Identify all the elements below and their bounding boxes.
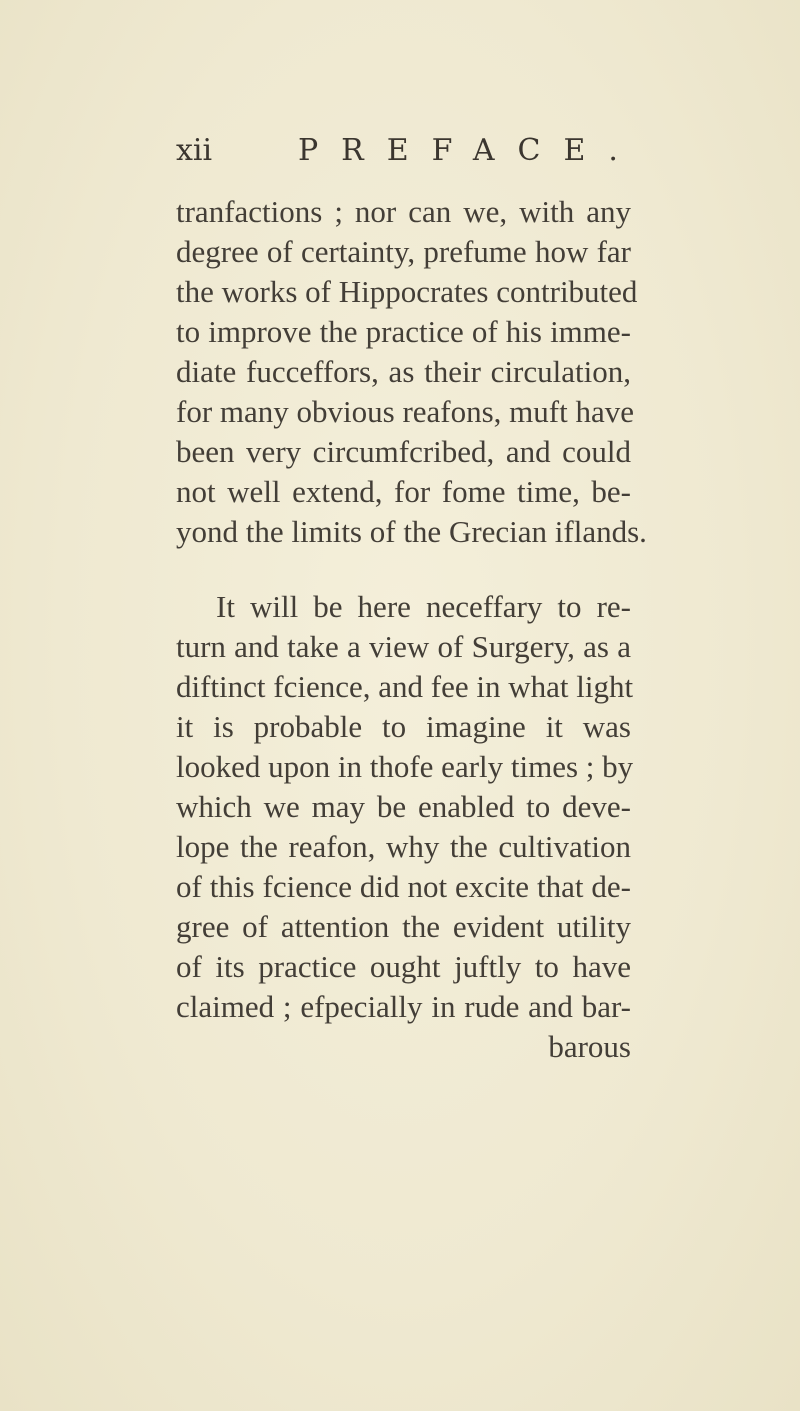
text-line: of its practice ought juftly to have <box>176 949 631 984</box>
catchword: barous <box>548 1029 631 1064</box>
text-line: gree of attention the evident utility <box>176 909 631 944</box>
text-line: degree of certainty, prefume how far <box>176 234 631 269</box>
text-line: which we may be enabled to deve- <box>176 789 631 824</box>
text-line: lope the reafon, why the cultivation <box>176 829 631 864</box>
text-line: diftinct fcience, and fee in what light <box>176 669 634 704</box>
text-line: looked upon in thofe early times ; by <box>176 749 634 784</box>
text-line: tranfactions ; nor can we, with any <box>176 194 631 229</box>
body-text <box>176 192 647 1067</box>
page-number: xii <box>176 133 213 168</box>
text-line: the works of Hippocrates contributed <box>176 274 638 309</box>
text-line: diate fucceffors, as their circulation, <box>176 354 631 389</box>
text-line: It will be here neceffary to re- <box>216 589 631 624</box>
text-line: to improve the practice of his imme- <box>176 314 631 349</box>
running-title: PREFACE. <box>298 133 641 168</box>
text-line: been very circumfcribed, and could <box>176 434 631 469</box>
page-header <box>176 133 641 173</box>
text-line: it is probable to imagine it was <box>176 709 631 744</box>
text-line: yond the limits of the Grecian iflands. <box>176 514 647 549</box>
text-line: turn and take a view of Surgery, as a <box>176 629 631 664</box>
text-line: claimed ; efpecially in rude and bar- <box>176 989 631 1024</box>
text-line: not well extend, for fome time, be- <box>176 474 631 509</box>
text-line: of this fcience did not excite that de- <box>176 869 631 904</box>
paragraph-break <box>176 552 631 587</box>
text-line: for many obvious reafons, muft have <box>176 394 634 429</box>
